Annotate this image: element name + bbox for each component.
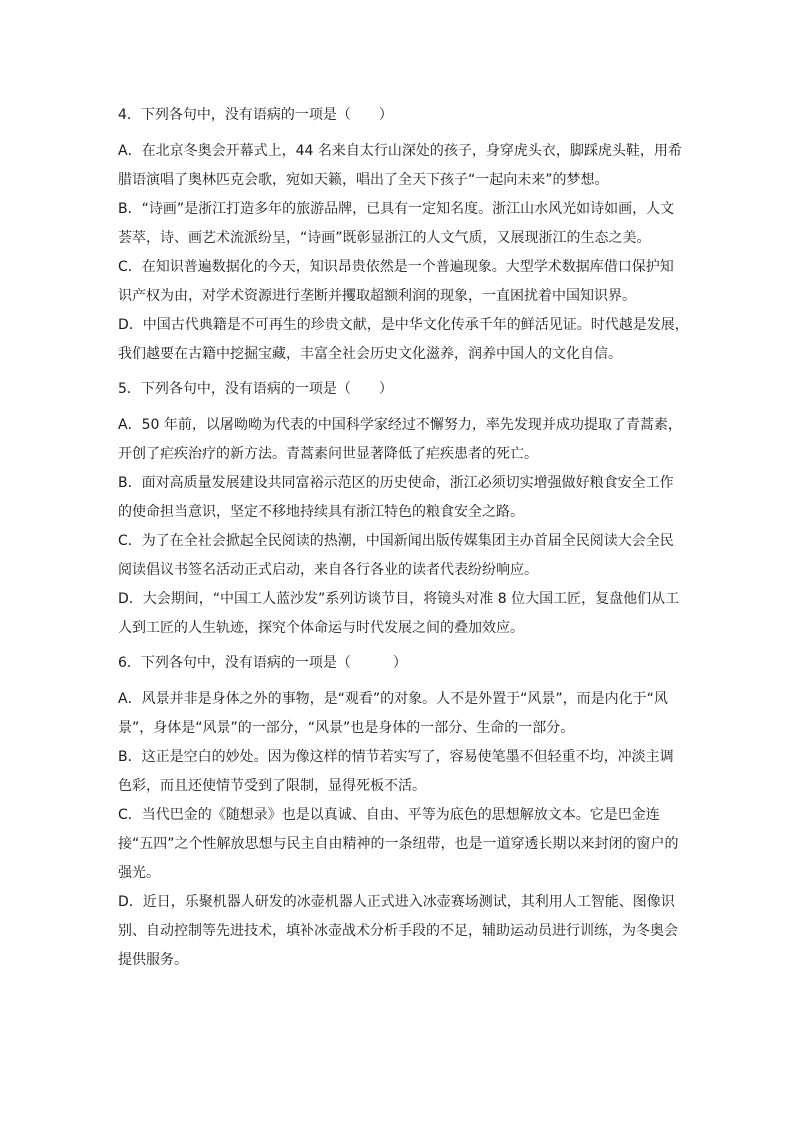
question-list [118, 105, 689, 975]
option-line: D．近日，乐聚机器人研发的冰壶机器人正式进入冰壶赛场测试，其利用人工智能、图像识 [118, 894, 675, 910]
option-line: 开创了疟疾治疗的新方法。青蒿素问世显著降低了疟疾患者的死亡。 [118, 446, 538, 462]
question-4-title: 4．下列各句中，没有语病的一项是（ ） [118, 107, 393, 123]
question-5-title: 5．下列各句中，没有语病的一项是（ ） [118, 381, 393, 397]
option-line: C．为了在全社会掀起全民阅读的热潮，中国新闻出版传媒集团主办首届全民阅读大会全民 [118, 533, 674, 549]
option-line: 我们越要在古籍中挖掘宝藏，丰富全社会历史文化滋养，润养中国人的文化自信。 [118, 346, 622, 362]
question-4-option-c [118, 253, 678, 311]
option-line: C．当代巴金的《随想录》也是以真诚、自由、平等为底色的思想解放文本。它是巴金连 [118, 807, 660, 823]
option-line: 景”，身体是“风景”的一部分，“风景”也是身体的一部分、生命的一部分。 [118, 720, 575, 736]
question-6-option-a [118, 685, 678, 743]
option-line: 荟萃，诗、画艺术流派纷呈，“诗画”既彰显浙江的人文气质，又展现浙江的生态之美。 [118, 230, 651, 246]
option-line: 色彩，而且还使情节受到了限制，显得死板不活。 [118, 778, 426, 794]
question-5-option-d [118, 585, 678, 643]
question-5-option-c [118, 527, 678, 585]
question-4-option-b [118, 195, 678, 253]
question-4-option-a [118, 137, 682, 195]
question-6-title: 6．下列各句中，没有语病的一项是（ ） [118, 655, 407, 671]
option-line: 的使命担当意识，坚定不移地持续具有浙江特色的粮食安全之路。 [118, 504, 524, 520]
option-line: 接“五四”之个性解放思想与民主自由精神的一条纽带，也是一道穿透长期以来封闭的窗户的 [118, 836, 679, 852]
question-6-option-d [118, 888, 678, 975]
question-4-option-d [118, 311, 689, 369]
option-line: C．在知识普遍数据化的今天，知识昂贵依然是一个普遍现象。大型学术数据库借口保护知 [118, 259, 674, 275]
question-5 [118, 379, 682, 643]
question-6-option-b [118, 743, 678, 801]
option-line: A．50 年前，以屠呦呦为代表的中国科学家经过不懈努力，率先发现并成功提取了青蒿素， [118, 417, 682, 433]
question-4 [118, 105, 689, 369]
option-line: A．风景并非是身体之外的事物，是“观看”的对象。人不是外置于“风景”，而是内化于“风 [118, 691, 668, 707]
spacer [118, 643, 678, 653]
option-line: 别、自动控制等先进技术，填补冰壶战术分析手段的不足，辅助运动员进行训练，为冬奥会 [118, 923, 678, 939]
option-line: 腊语演唱了奥林匹克会歌，宛如天籁，唱出了全天下孩子“一起向未来”的梦想。 [118, 172, 609, 188]
option-line: D．大会期间，“中国工人蓝沙发”系列访谈节目，将镜头对准 8 位大国工匠，复盘他们从工 [118, 591, 680, 607]
question-6-option-c [118, 801, 678, 888]
option-line: A．在北京冬奥会开幕式上，44 名来自太行山深处的孩子，身穿虎头衣，脚踩虎头鞋，用希 [118, 143, 682, 159]
option-line: B．这正是空白的妙处。因为像这样的情节若实写了，容易使笔墨不但轻重不均，冲淡主调 [118, 749, 674, 765]
question-6 [118, 653, 678, 975]
option-line: D．中国古代典籍是不可再生的珍贵文献，是中华文化传承千年的鲜活见证。时代越是发展， [118, 317, 689, 333]
option-line: 识产权为由，对学术资源进行垄断并攫取超额利润的现象，一直困扰着中国知识界。 [118, 288, 636, 304]
option-line: 提供服务。 [118, 952, 188, 968]
option-line: 强光。 [118, 865, 160, 881]
option-line: 阅读倡议书签名活动正式启动，来自各行各业的读者代表纷纷响应。 [118, 562, 538, 578]
option-line: 人到工匠的人生轨迹，探究个体命运与时代发展之间的叠加效应。 [118, 620, 524, 636]
option-line: B．“诗画”是浙江打造多年的旅游品牌，已具有一定知名度。浙江山水风光如诗如画，人文 [118, 201, 675, 217]
question-5-option-b [118, 469, 678, 527]
spacer [118, 369, 678, 379]
question-5-option-a [118, 411, 682, 469]
option-line: B．面对高质量发展建设共同富裕示范区的历史使命，浙江必须切实增强做好粮食安全工作 [118, 475, 674, 491]
